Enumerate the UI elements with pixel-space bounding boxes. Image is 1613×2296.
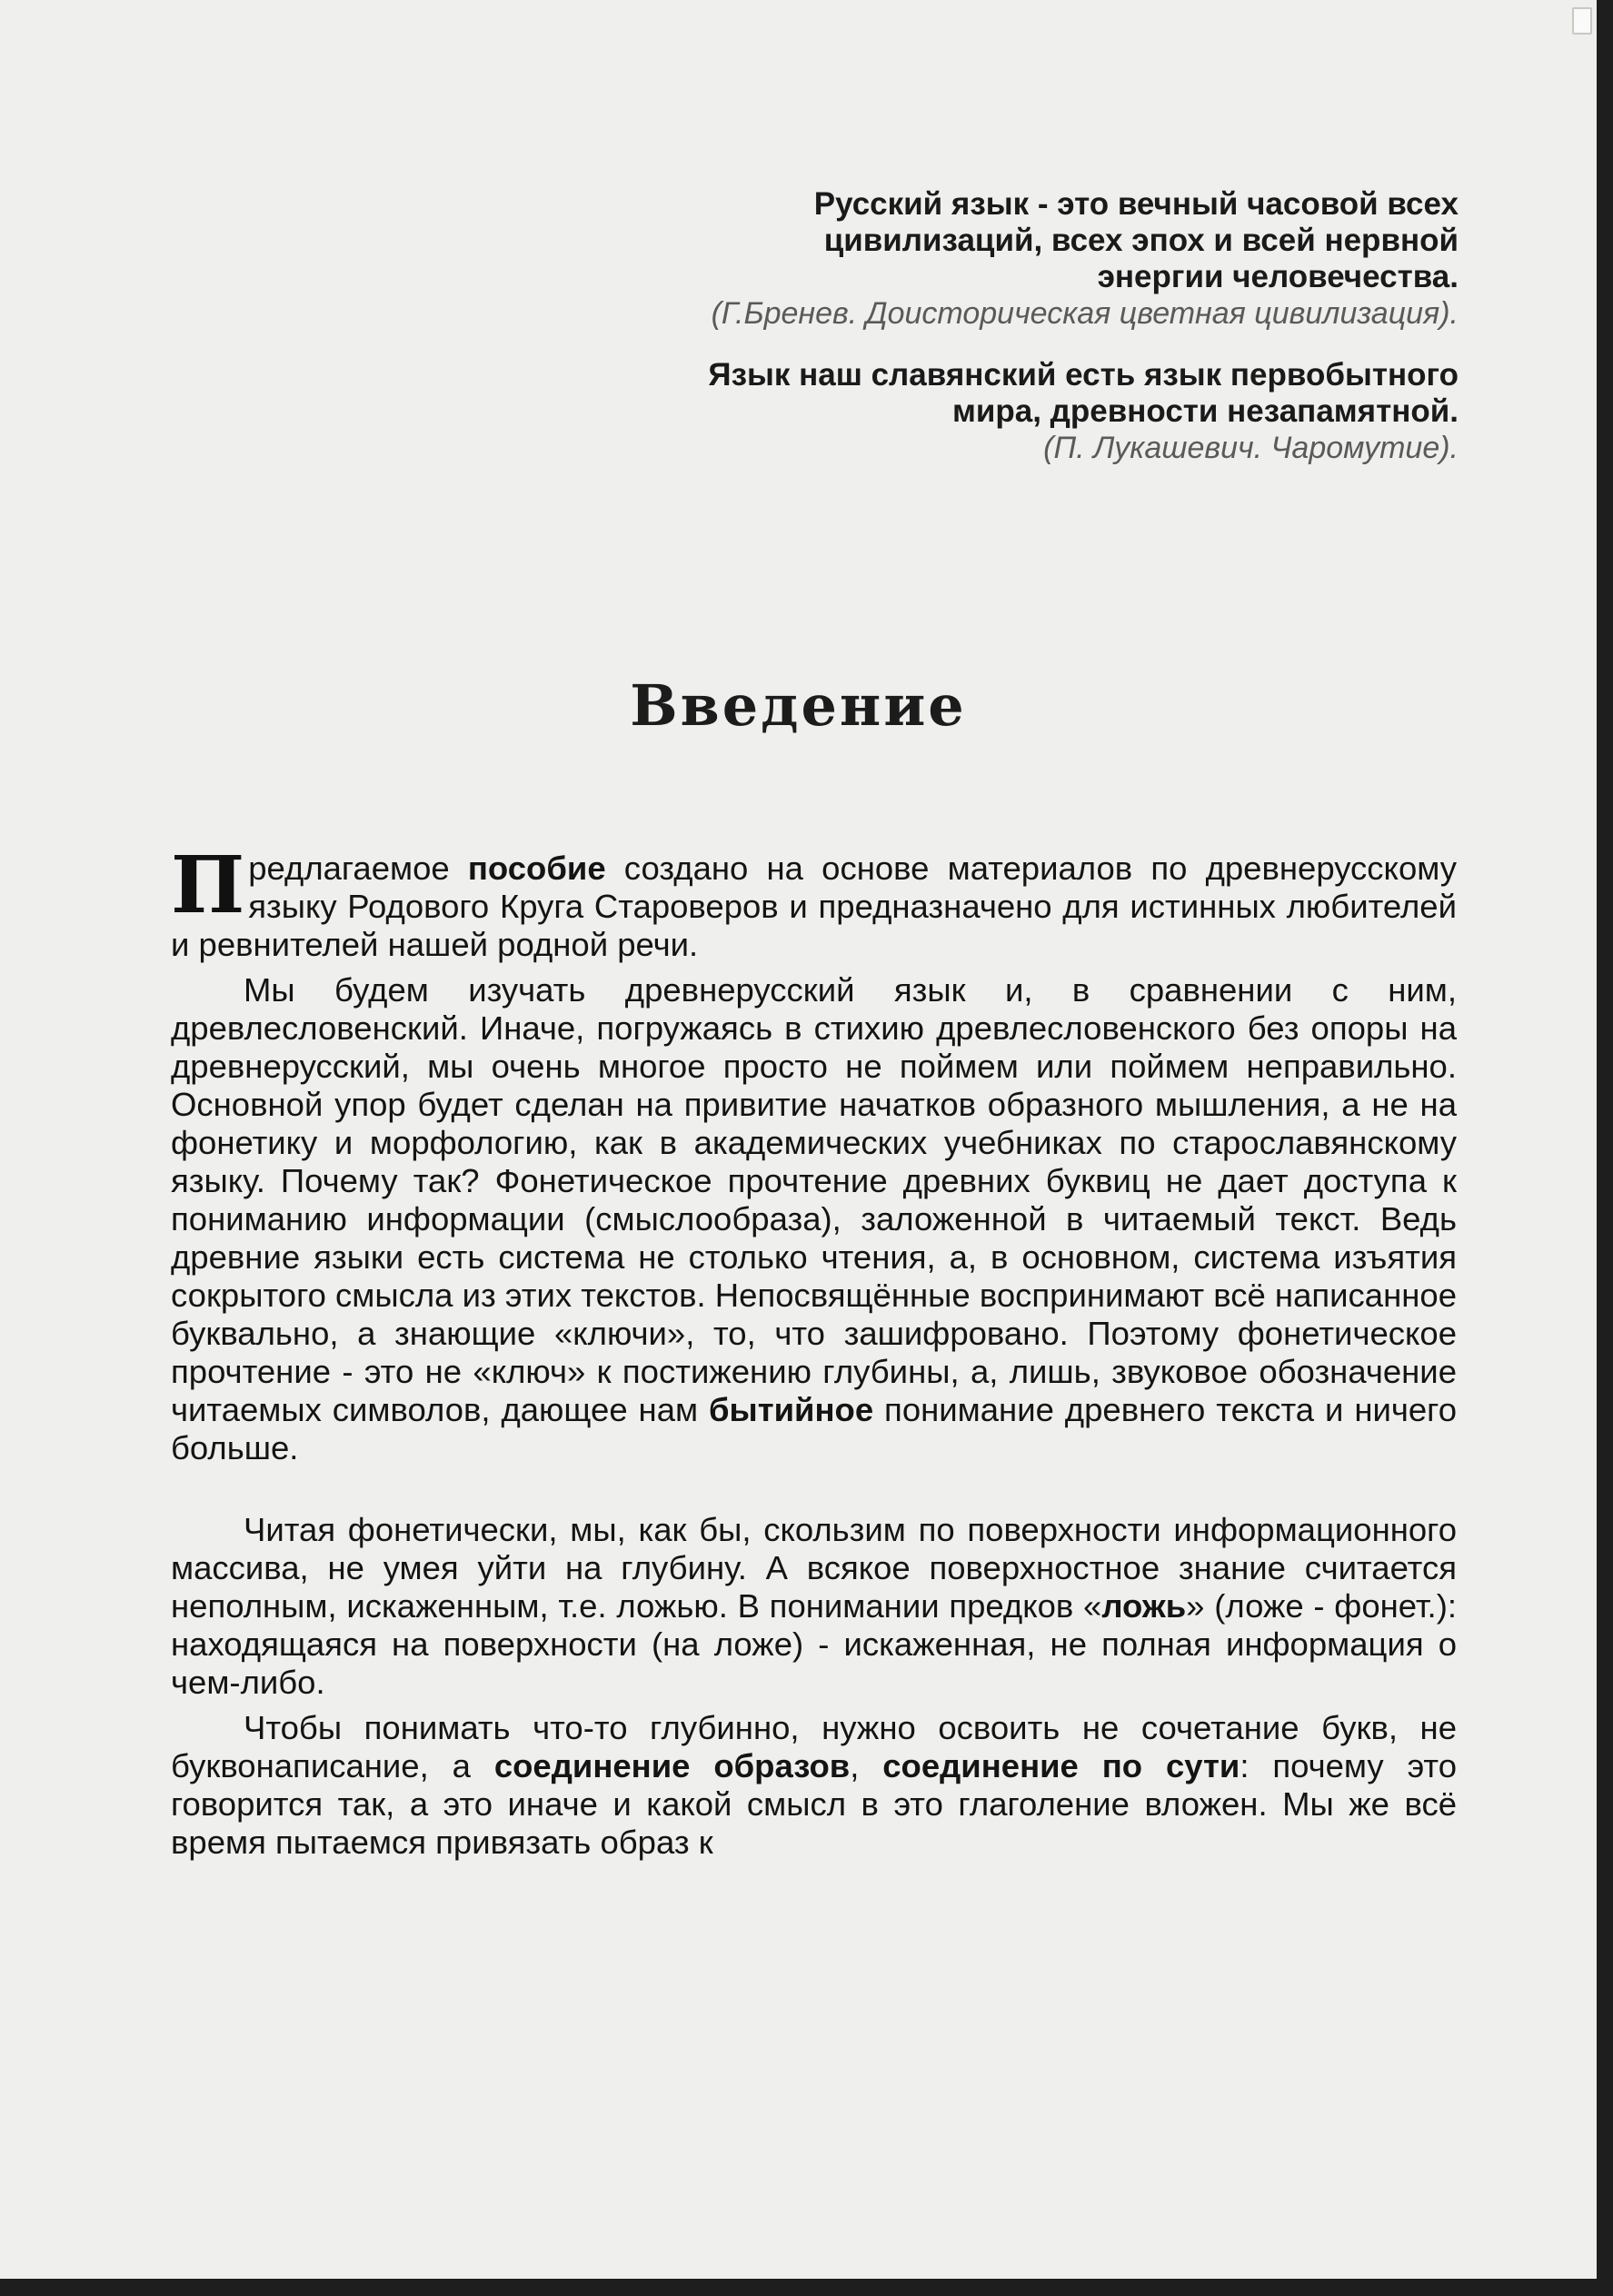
paragraph-3 xyxy=(171,1511,1457,1702)
text-run: Мы будем изучать древнерусский язык и, в сравнении с ним, древлесловенский. Иначе, погружаясь в стихию древлесловенского без опоры на древнерусский, мы очень многое просто не поймем или поймем неправильно. Основной упор будет сделан на привитие начатков образного мышления, а не на фонетику и морфологию, как в академических учебниках по старославянскому языку. Почему так? Фонетическое прочтение древних буквиц не дает доступа к пониманию информации (смыслообраза), заложенной в читаемый текст. Ведь древние языки есть система не столько чтения, а, в основном, система изъятия сокрытого смысла из этих текстов. Непосвящённые воспринимают всё написанное буквально, а знающие «ключи», то, что зашифровано. Поэтому фонетическое прочтение - это не «ключ» к постижению глубины, а, лишь, звуковое обозначение читаемых символов, дающее нам xyxy=(171,971,1457,1428)
epigraph-quote: Русский язык - это вечный часовой всех цивилизаций, всех эпох и всей нервной энергии человечества. xyxy=(813,186,1459,294)
text-run: , xyxy=(850,1747,883,1784)
chapter-title: Введение xyxy=(630,672,967,739)
paragraph-2 xyxy=(171,971,1457,1467)
text-run: редлагаемое xyxy=(248,850,468,887)
paragraph-4 xyxy=(171,1709,1457,1862)
scan-border-right xyxy=(1597,0,1613,2296)
text-run: » (ложе - фонет.): находящаяся на поверхности (на ложе) - искаженная, не полная информация о чем-либо. xyxy=(171,1587,1457,1701)
drop-cap: П xyxy=(171,840,245,931)
epigraphs xyxy=(691,186,1459,466)
bold-term: пособие xyxy=(467,850,606,887)
bold-term: бытийное xyxy=(709,1391,874,1428)
text-run: Читая фонетически, мы, как бы, скользим по поверхности информационного массива, не умея уйти на глубину. А всякое поверхностное знание считается неполным, искаженным, т.е. ложью. В понимании предков « xyxy=(171,1511,1457,1625)
bold-term: соединение по сути xyxy=(882,1747,1240,1784)
bold-term: соединение образов xyxy=(493,1747,851,1784)
body-text xyxy=(171,840,1457,1862)
page-corner-tab xyxy=(1572,7,1592,35)
epigraph-2 xyxy=(691,357,1459,466)
text-run: создано на основе материалов по древнерусскому языку Родового Круга Староверов и предназначено для истинных любителей и ревнителей нашей родной речи. xyxy=(171,850,1457,963)
text-run: понимание древнего текста и ничего больше. xyxy=(171,1391,1457,1466)
epigraph-1 xyxy=(691,186,1459,332)
epigraph-source: (П. Лукашевич. Чаромутие). xyxy=(1043,431,1459,465)
epigraph-source: (Г.Бренев. Доисторическая цветная цивилизация). xyxy=(711,296,1459,331)
paragraph-1 xyxy=(171,840,1457,964)
text-run: : почему это говорится так, а это иначе и какой смысл в это глаголение вложен. Мы же всё время пытаемся привязать образ к xyxy=(171,1747,1457,1861)
scan-border-bottom xyxy=(0,2279,1613,2296)
text-run: Чтобы понимать что-то глубинно, нужно освоить не сочетание букв, не буквонаписание, а xyxy=(171,1709,1457,1784)
bold-term: ложь xyxy=(1101,1587,1187,1625)
epigraph-quote: Язык наш славянский есть язык первобытного мира, древности незапамятной. xyxy=(708,357,1459,429)
